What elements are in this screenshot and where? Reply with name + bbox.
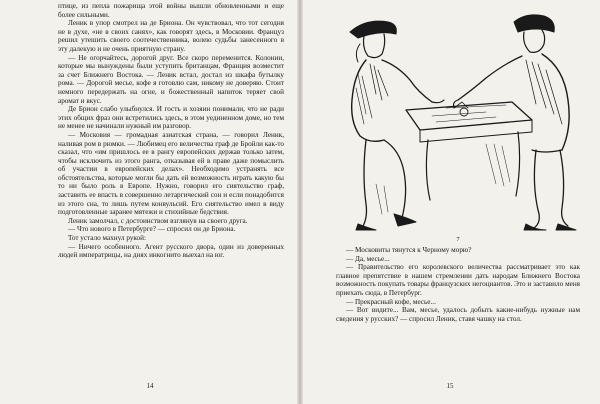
paragraph: — Что нового в Петербурге? — спросил он де Бриона. — [68, 225, 236, 234]
paragraph: — Прекрасный кофе, месье... — [346, 297, 436, 306]
paragraph: птице, из пепла пожарища этой войны вышли обновленными и еще более сильными. — [58, 2, 284, 19]
ink-sketch-image — [336, 4, 580, 236]
left-page-text — [58, 2, 284, 260]
paragraph: — Не огорчайтесь, дорогой друг. Все скоро переменится. Колонии, которые мы вынуждены были уступить британцам, Франция возместит за счет Ближнего Востока. — Леник встал, достал из шкафа бутылку рома. — Дорогой месье, кофе я готовлю сам, никому не доверяю. Стоит немного передержать на огне, и божественный напиток теряет свой аромат и вкус. — [58, 53, 284, 105]
page-number: 15 — [446, 382, 454, 390]
figure-number: 7 — [456, 236, 460, 243]
paragraph: Тот устало махнул рукой: — [68, 234, 146, 243]
paragraph: — Правительство его королевского величества рассматривает это как главное препятствие в нашем стремлении дать народам Ближнего Востока возможность покупать товары французских негоциантов. Это и заставило меня приехать сюда, в Петербург. — [336, 263, 580, 297]
right-page-text — [336, 246, 580, 323]
paragraph: Де Брион слабо улыбнулся. И гость и хозяин понимали, что не ради этих общих фраз они встретились здесь, в этом уединенном доме, но тем не менее не начинали нужный им разговор. — [58, 105, 284, 131]
paragraph: — Да, месье... — [346, 254, 390, 263]
paragraph: — Ничего особенного. Агент русского двора, один из доверенных людей императрицы, на днях инкогнито выехал на юг. — [58, 242, 284, 260]
right-page — [300, 0, 600, 404]
paragraph: — Вот видите... Вам, месье, удалось добыть какие-нибудь нужные нам сведения у русских? — спросил Леник, ставя чашку на стол. — [336, 306, 580, 323]
paragraph: Леник в упор смотрел на де Бриона. Он чувствовал, что тот сегодня не в духе, «не в своих санях», как говорят здесь, в Московии. Француз решил утешить своего соотечественника, волею судьбы занесенного в эту далекую и не очень приятную страну. — [58, 19, 284, 53]
paragraph: — Московия — громадная азиатская страна, — говорил Леник, наливая ром в рюмки. — Любимец его величества граф де Бройли как-то сказал, что «им пришлось ее в рангу европейских держав только затем, чтобы исключить из этого ранга, отказывая ей в праве даже помыслить об участии в европейских делах». Необходимо устранять все обстоятельства, которые могли бы дать ей возможность играть какую бы то ни было роль в Европе. Нужно, говорил его сиятельство граф, заставить ее впасть в совершенно летаргический сон и если понадобится из этого сна, то лишь путем конвульсий. Его сиятельство имел в виду подготовленные заранее мятежи и стихийные бедствия. — [58, 130, 284, 217]
paragraph: Леник замолчал, с достоинством взглянув на своего друга. — [68, 216, 248, 225]
paragraph: — Московиты тянутся к Черному морю? — [346, 246, 472, 254]
page-number: 14 — [146, 382, 154, 390]
illustration-two-men-at-table — [336, 4, 580, 236]
